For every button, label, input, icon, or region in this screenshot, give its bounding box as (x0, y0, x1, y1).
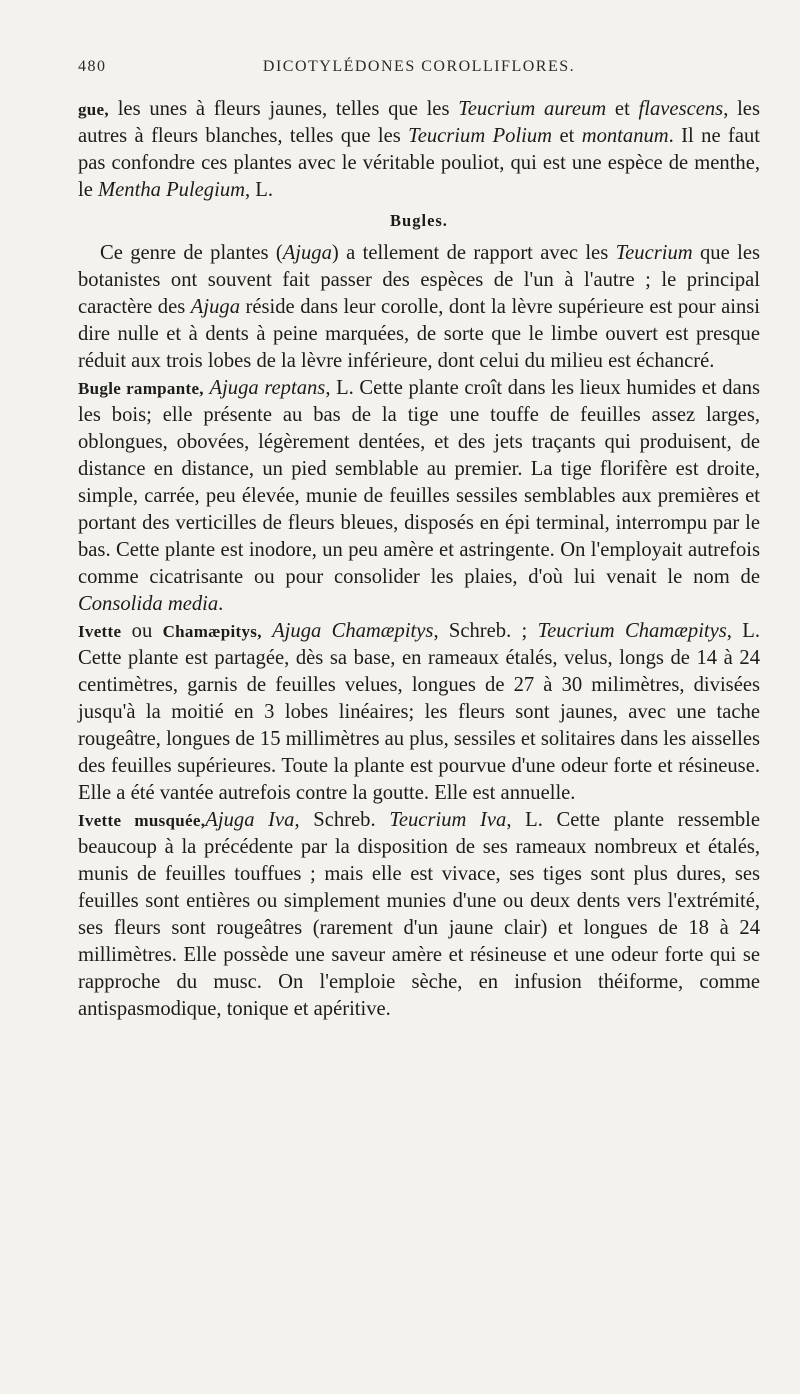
text-run: , Schreb. (294, 809, 390, 831)
text-run: gue, (78, 100, 109, 119)
text-run: Teucrium Polium (408, 125, 553, 147)
text-run: Ce genre de plantes ( (100, 242, 283, 264)
paragraph-ivette (78, 618, 760, 807)
text-run: , L. Cette plante croît dans les lieux humides et dans les bois; elle présente au bas de la tige une touffe de feuilles assez larges, oblongues, obovées, légèrement dentées, et des jets traçants qui produisent, de distance en distance, un pied semblable au premier. La tige florifère est droite, simple, carrée, peu élevée, munie de feuilles sessiles semblables aux premières et portant des verticilles de fleurs bleues, disposés en épi terminal, interrompu par le bas. Cette plante est inodore, un peu amère et astringente. On l'employait autrefois comme cicatrisante ou pour consolider les plaies, d'où lui venait le nom de (78, 377, 761, 588)
text-run: Ajuga (282, 242, 332, 264)
entry-heading: Ivette musquée, (78, 811, 206, 830)
text-run: et (606, 98, 639, 120)
text-run: ) a tellement de rapport avec les (331, 242, 616, 264)
text-run: Ajuga Iva (205, 809, 295, 831)
text-run: Ajuga reptans (209, 377, 326, 399)
text-run: , L. Cette plante est partagée, dès sa base, en rameaux étalés, velus, longs de 14 à 24 centimètres, garnis de feuilles velues, longues de 27 à 30 milimètres, divisées jusqu'à la moitié en 3 lobes linéaires; les fleurs sont jaunes, avec une tache rougeâtre, longues de 15 millimètres au plus, sessiles et solitaires dans les aisselles des feuilles supérieures. Toute la plante est pourvue d'une odeur forte et résineuse. Elle a été vantée autrefois contre la goutte. Elle est annuelle. (78, 620, 760, 804)
text-run: , L. (245, 179, 274, 201)
running-title: DICOTYLÉDONES COROLLIFLORES. (262, 58, 576, 75)
text-run: et (552, 125, 582, 147)
paragraph-continuation (78, 96, 760, 204)
text-run: . Il ne faut pas confondre ces plantes avec le véritable pouliot, qui est une espèce de menthe, le (78, 125, 760, 201)
text-run: montanum (581, 125, 669, 147)
text-run: flavescens (638, 98, 724, 120)
text-run: ou (121, 620, 163, 642)
text-run: Mentha Pulegium (98, 179, 245, 201)
text-run: , les autres à fleurs blanches, telles que les (78, 98, 760, 147)
text-run: réside dans leur corolle, dont la lèvre supérieure est pour ainsi dire nulle et à dents à peine marquées, de sorte que le limbe ouvert est presque réduit aux trois lobes de la lèvre inférieure, dont celui du milieu est échancré. (78, 296, 761, 372)
entry-heading: Ivette (78, 622, 122, 641)
text-run: que les botanistes ont souvent fait passer des espèces de l'un à l'autre ; le principal caractère des (78, 242, 760, 318)
page-number: 480 (78, 58, 107, 75)
text-run: Teucrium (615, 242, 693, 264)
text-run: Consolida media (78, 593, 219, 615)
section-title: Bugles. (390, 211, 448, 230)
paragraph-ivette-musquee (78, 807, 760, 1023)
text-run: , L. Cette plante ressemble beaucoup à la précédente par la disposition de ses rameaux nombreux et étalés, munis de feuilles touffues ; mais elle est vivace, ses tiges sont plus dures, ses feuilles sont entières ou simplement munies d'une ou deux dents vers l'extrémité, ses fleurs sont rougeâtres (rarement d'un jaune clair) et longues de 18 à 24 millimètres. Elle possède une saveur amère et résineuse et une odeur forte qui se rapproche du musc. On l'emploie sèche, en infusion théiforme, comme antispasmodique, tonique et apéritive. (78, 809, 761, 1020)
text-run: les unes à fleurs jaunes, telles que les (108, 98, 459, 120)
text-run: Ajuga (190, 296, 240, 318)
entry-heading: Bugle rampante, (78, 379, 204, 398)
paragraph-bugles-intro (78, 240, 760, 375)
text-run: Teucrium Iva (389, 809, 507, 831)
text-run: Teucrium aureum (458, 98, 607, 120)
text-run: . (218, 593, 224, 615)
page-header (78, 58, 760, 88)
text-run: , Schreb. ; (433, 620, 538, 642)
text-run: Ajuga Chamæpitys (272, 620, 434, 642)
page-body (78, 96, 760, 1023)
text-run: Teucrium Chamæpitys (537, 620, 727, 642)
entry-heading: Chamæpitys, (162, 622, 262, 641)
paragraph-bugle-rampante (78, 375, 760, 618)
text-run (262, 620, 272, 642)
